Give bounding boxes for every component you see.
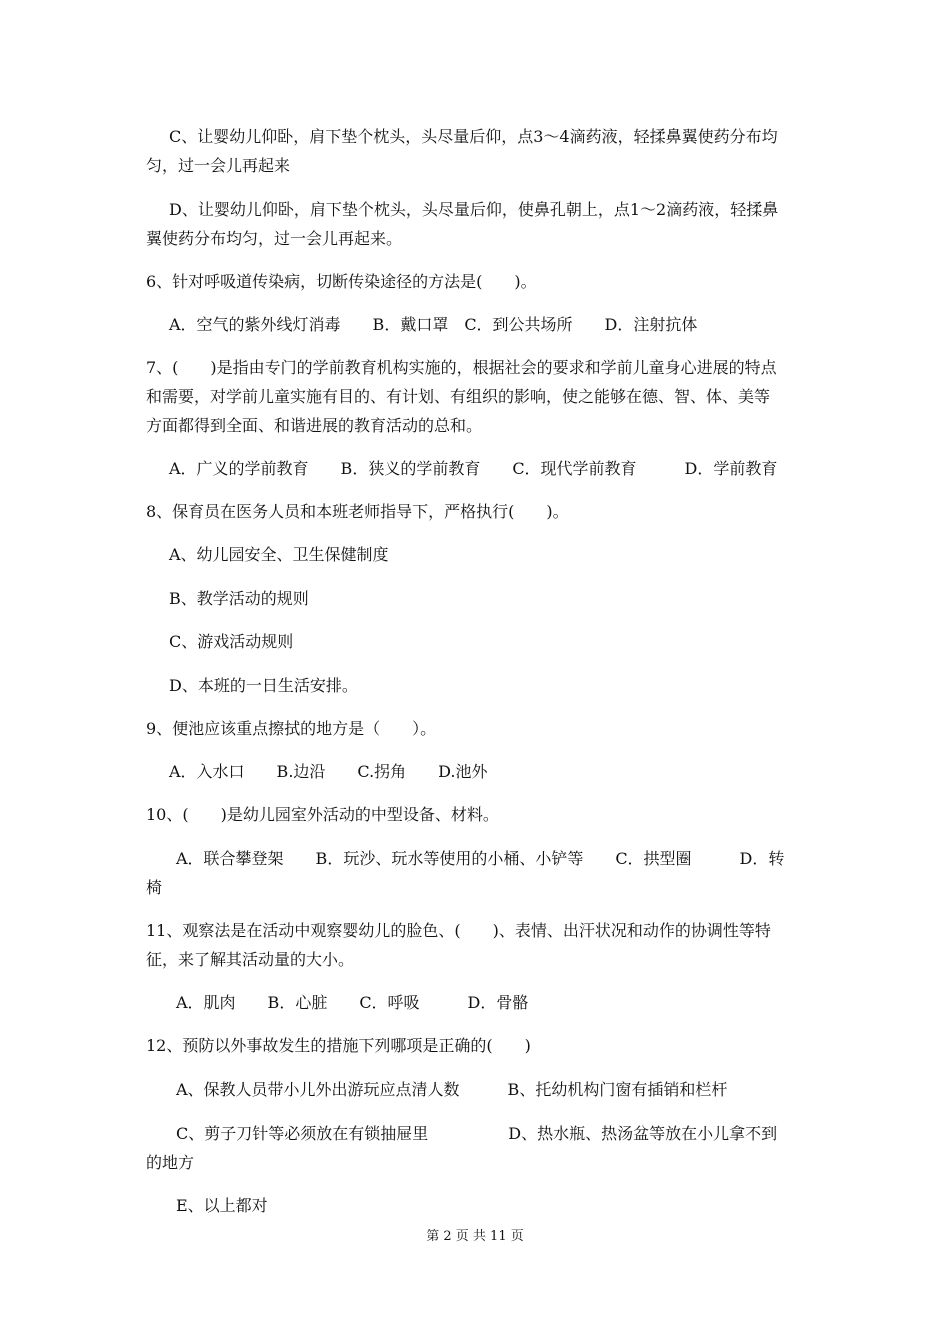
question-10-options-line-2: 椅 — [146, 878, 163, 897]
question-8-option-b: B、教学活动的规则 — [169, 589, 309, 608]
option-5c-line-1: C、让婴幼儿仰卧，肩下垫个枕头，头尽量后仰，点3～4滴药液，轻揉鼻翼使药分布均 — [169, 127, 778, 146]
question-7-line-3: 方面都得到全面、和谐进展的教育活动的总和。 — [146, 416, 483, 435]
question-12-option-e: E、以上都对 — [176, 1196, 268, 1215]
question-11-line-2: 征，来了解其活动量的大小。 — [146, 950, 355, 969]
question-8-option-a: A、幼儿园安全、卫生保健制度 — [169, 545, 389, 564]
question-6: 6、针对呼吸道传染病，切断传染途径的方法是( )。 — [146, 272, 537, 291]
question-8: 8、保育员在医务人员和本班老师指导下，严格执行( )。 — [146, 502, 569, 521]
question-6-options: A．空气的紫外线灯消毒 B．戴口罩 C．到公共场所 D．注射抗体 — [169, 315, 698, 334]
question-12: 12、预防以外事故发生的措施下列哪项是正确的( ) — [146, 1036, 531, 1055]
question-8-option-c: C、游戏活动规则 — [169, 632, 294, 651]
option-5c-line-2: 匀，过一会儿再起来 — [146, 156, 291, 175]
question-10: 10、( )是幼儿园室外活动的中型设备、材料。 — [146, 805, 499, 824]
option-5d-line-1: D、让婴幼儿仰卧，肩下垫个枕头，头尽量后仰，使鼻孔朝上，点1～2滴药液，轻揉鼻 — [169, 200, 779, 219]
question-7-line-2: 和需要，对学前儿童实施有目的、有计划、有组织的影响，使之能够在德、智、体、美等 — [146, 387, 771, 406]
question-11-line-1: 11、观察法是在活动中观察婴幼儿的脸色、( )、表情、出汗状况和动作的协调性等特 — [146, 921, 771, 940]
question-12-options-cd-line-2: 的地方 — [146, 1153, 195, 1172]
question-9: 9、便池应该重点擦拭的地方是（ ）。 — [146, 719, 437, 738]
question-10-options-line-1: A．联合攀登架 B．玩沙、玩水等使用的小桶、小铲等 C．拱型圈 D．转 — [176, 849, 785, 868]
question-8-option-d: D、本班的一日生活安排。 — [169, 676, 358, 695]
page-number-footer: 第 2 页 共 11 页 — [426, 1229, 524, 1244]
question-7-options: A．广义的学前教育 B．狭义的学前教育 C．现代学前教育 D．学前教育 — [169, 459, 778, 478]
option-5d-line-2: 翼使药分布均匀，过一会儿再起来。 — [146, 229, 403, 248]
question-11-options: A．肌肉 B．心脏 C．呼吸 D．骨骼 — [176, 993, 529, 1012]
question-12-options-ab: A、保教人员带小儿外出游玩应点清人数 B、托幼机构门窗有插销和栏杆 — [176, 1080, 728, 1099]
question-7-line-1: 7、( )是指由专门的学前教育机构实施的，根据社会的要求和学前儿童身心进展的特点 — [146, 358, 777, 377]
question-9-options: A．入水口 B.边沿 C.拐角 D.池外 — [169, 762, 488, 781]
question-12-options-cd-line-1: C、剪子刀针等必须放在有锁抽屉里 D、热水瓶、热汤盆等放在小儿拿不到 — [176, 1124, 778, 1143]
